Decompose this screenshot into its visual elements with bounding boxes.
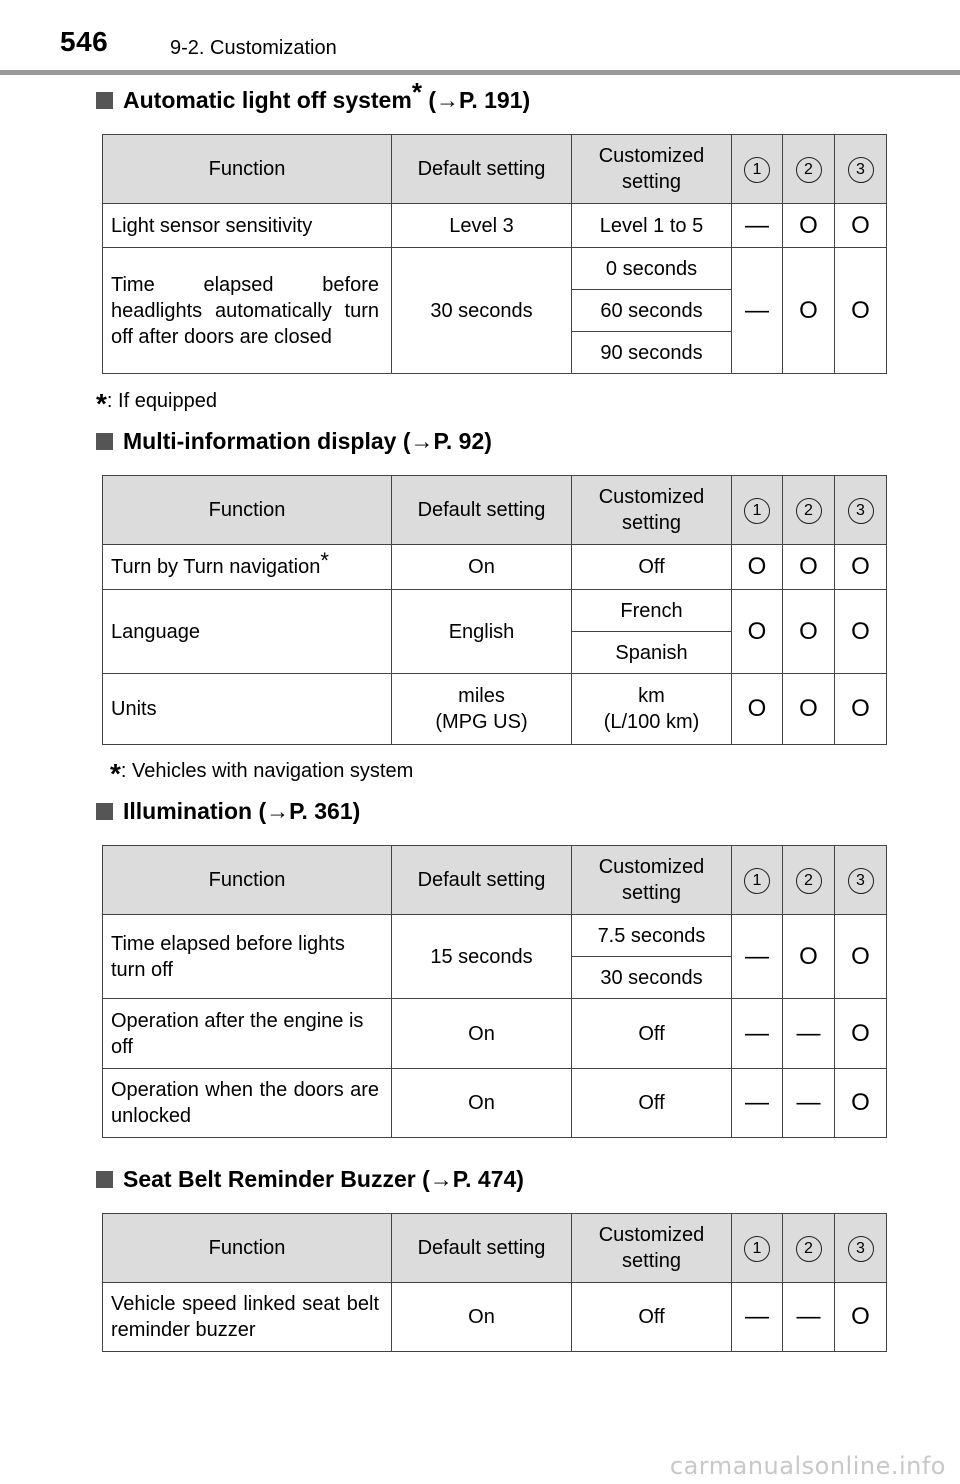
table-header-row: Function Default setting Customized setting 1 2 3 bbox=[103, 476, 887, 545]
col-2 bbox=[783, 135, 835, 204]
header-rule bbox=[0, 70, 960, 75]
footnote-navigation: *: Vehicles with navigation system bbox=[110, 758, 414, 789]
circled-2-icon: 2 bbox=[796, 157, 822, 183]
circled-2-icon: 2 bbox=[796, 498, 822, 524]
circled-1-icon: 1 bbox=[744, 1236, 770, 1262]
square-bullet-icon bbox=[96, 1171, 113, 1188]
col-function: Function bbox=[103, 135, 392, 204]
table-illumination: Function Default setting Customized setting 1 2 3 Time elapsed before lights turn off 15 seconds 7.5 seconds — O O 30 seconds Operation after the engine is off On Off — — O Operation when the doors are unlocked On Off — — O bbox=[102, 845, 887, 1138]
table-header-row: Function Default setting Customized setting 1 2 3 bbox=[103, 846, 887, 915]
circled-3-icon: 3 bbox=[848, 498, 874, 524]
heading-multi-information-display: Multi-information display (→P. 92) bbox=[96, 428, 492, 455]
circled-3-icon: 3 bbox=[848, 1236, 874, 1262]
table-row: Time elapsed before lights turn off 15 seconds 7.5 seconds — O O bbox=[103, 915, 887, 957]
col-customized: Customized setting bbox=[572, 135, 732, 204]
table-row: Light sensor sensitivity Level 3 Level 1 to 5 — O O bbox=[103, 204, 887, 248]
table-seat-belt-reminder bbox=[102, 1213, 887, 1352]
table-row: Operation after the engine is off On Off — — O bbox=[103, 999, 887, 1069]
circled-3-icon: 3 bbox=[848, 157, 874, 183]
square-bullet-icon bbox=[96, 92, 113, 109]
circled-1-icon: 1 bbox=[744, 498, 770, 524]
table-row: Units miles (MPG US) km (L/100 km) O O O bbox=[103, 674, 887, 745]
col-3 bbox=[835, 135, 887, 204]
table-row: Language English French O O O bbox=[103, 590, 887, 632]
square-bullet-icon bbox=[96, 433, 113, 450]
page-header bbox=[0, 0, 960, 76]
heading-illumination: Illumination (→P. 361) bbox=[96, 798, 360, 825]
watermark: carmanualsonline.info bbox=[669, 1452, 946, 1480]
table-row: Vehicle speed linked seat belt reminder buzzer On Off — — O bbox=[103, 1283, 887, 1352]
table-header-row: Function Default setting Customized setting 1 2 3 bbox=[103, 1214, 887, 1283]
table-multi-information-display: Function Default setting Customized setting 1 2 3 Turn by Turn navigation* On Off O O O Language English French O O O Spanish Units miles (MPG US) km (L/100 km) O O O bbox=[102, 475, 887, 745]
table-automatic-light-off: Function Default setting Customized setting 1 2 3 Light sensor sensitivity Level 3 Level 1 to 5 — O O Time elapsed before headlights automatically turn off after doors are closed 30 seconds 0 seconds — O O 60 seconds 90 seconds bbox=[102, 134, 887, 374]
circled-2-icon: 2 bbox=[796, 868, 822, 894]
col-default: Default setting bbox=[392, 135, 572, 204]
table-header-row bbox=[103, 135, 887, 204]
circled-1-icon: 1 bbox=[744, 868, 770, 894]
square-bullet-icon bbox=[96, 803, 113, 820]
table-row: Turn by Turn navigation* On Off O O O bbox=[103, 545, 887, 590]
heading-seat-belt-reminder: Seat Belt Reminder Buzzer (→P. 474) bbox=[96, 1166, 524, 1193]
section-label: 9-2. Customization bbox=[170, 37, 337, 59]
col-1 bbox=[732, 135, 783, 204]
page-number: 546 bbox=[60, 26, 109, 57]
table-row: Time elapsed before headlights automatically turn off after doors are closed 30 seconds 0 seconds — O O bbox=[103, 248, 887, 290]
table-row: Operation when the doors are unlocked On Off — — O bbox=[103, 1069, 887, 1138]
footnote-if-equipped: *: If equipped bbox=[96, 388, 217, 419]
circled-3-icon: 3 bbox=[848, 868, 874, 894]
circled-1-icon: 1 bbox=[744, 157, 770, 183]
heading-automatic-light-off: Automatic light off system* (→P. 191) bbox=[96, 87, 530, 114]
circled-2-icon: 2 bbox=[796, 1236, 822, 1262]
